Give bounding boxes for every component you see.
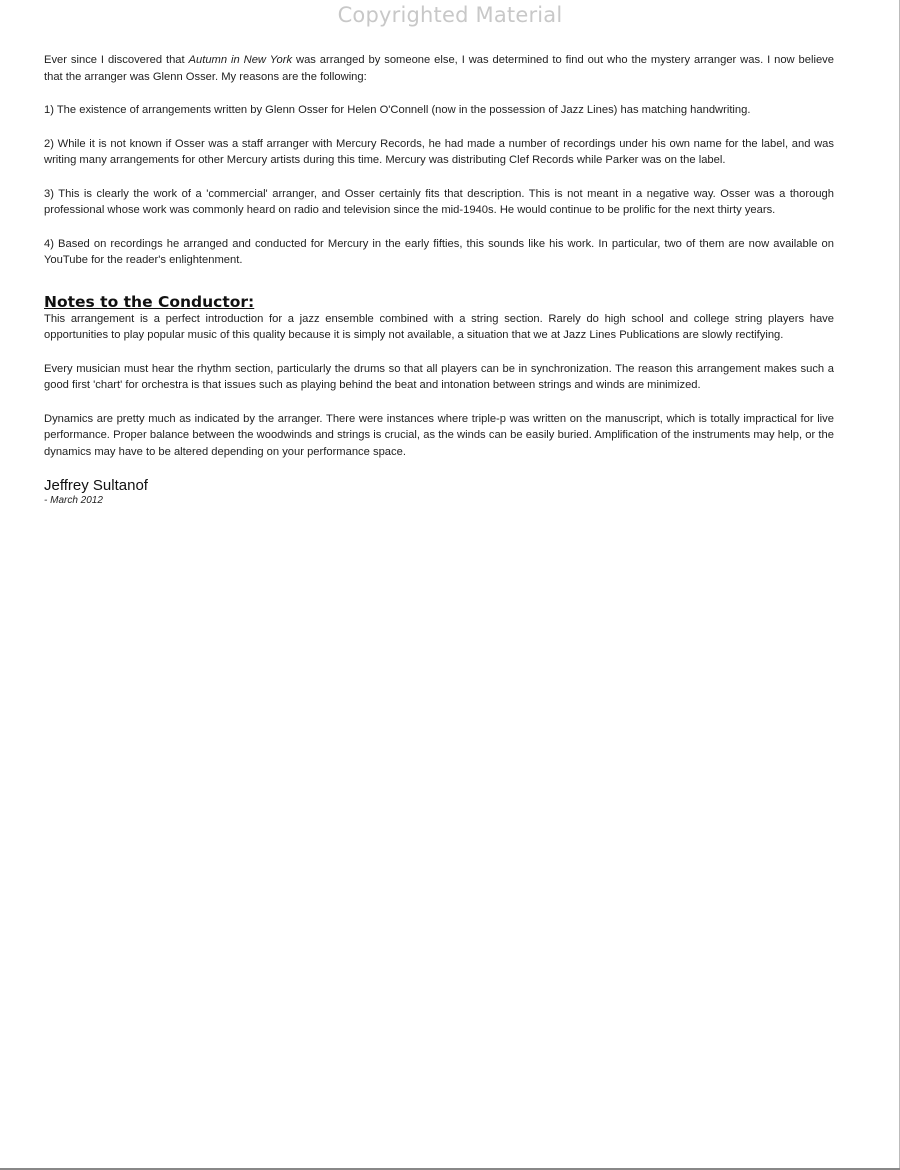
intro-paragraph [44,52,834,85]
notes-heading: Notes to the Conductor: [44,292,255,311]
reason-paragraph-4: 4) Based on recordings he arranged and conducted for Mercury in the early fifties, this sounds like his work. In particular, two of them are now available on YouTube for the reader's enlightenment. [44,237,834,266]
intro-text-start: Ever since I discovered that [44,54,189,66]
reason-paragraph-3: 3) This is clearly the work of a 'commercial' arranger, and Osser certainly fits that description. This is not meant in a negative way. Osser was a thorough professional whose work was commonly heard on radio and television since the mid-1940s. He would continue to be prolific for the next thirty years. [44,187,834,216]
reason-paragraph-2: 2) While it is not known if Osser was a staff arranger with Mercury Records, he had made a number of recordings under his own name for the label, and was writing many arrangements for other Mercury artists during this time. Mercury was distributing Clef Records while Parker was on the label. [44,137,834,166]
reason-paragraph-1: 1) The existence of arrangements written by Glenn Osser for Helen O'Connell (now in the possession of Jazz Lines) has matching handwriting. [44,104,751,116]
copyright-watermark: Copyrighted Material [337,3,563,27]
notes-paragraph-2: Every musician must hear the rhythm section, particularly the drums so that all players can be in synchronization. The reason this arrangement makes such a good first 'chart' for orchestra is that issues such as playing behind the beat and intonation between strings and winds are minimized. [44,362,834,391]
signature-name: Jeffrey Sultanof [44,477,148,494]
notes-paragraph-1: This arrangement is a perfect introduction for a jazz ensemble combined with a string section. Rarely do high school and college string players have opportunities to play popular music of this quality because it is simply not available, a situation that we at Jazz Lines Publications are slowly rectifying. [44,312,834,341]
document-body [44,52,834,507]
notes-paragraph-3: Dynamics are pretty much as indicated by the arranger. There were instances where triple-p was written on the manuscript, which is totally impractical for live performance. Proper balance between the woodwinds and strings is crucial, as the winds can be easily buried. Amplification of the instruments may help, or the dynamics may have to be altered depending on your performance space. [44,412,834,458]
signature-date: - March 2012 [44,495,103,506]
intro-text-end: was arranged by someone else, I was determined to find out who the mystery arranger was. I now believe that the arranger was Glenn Osser. My reasons are the following: [44,54,834,83]
song-title: Autumn in New York [188,54,293,66]
